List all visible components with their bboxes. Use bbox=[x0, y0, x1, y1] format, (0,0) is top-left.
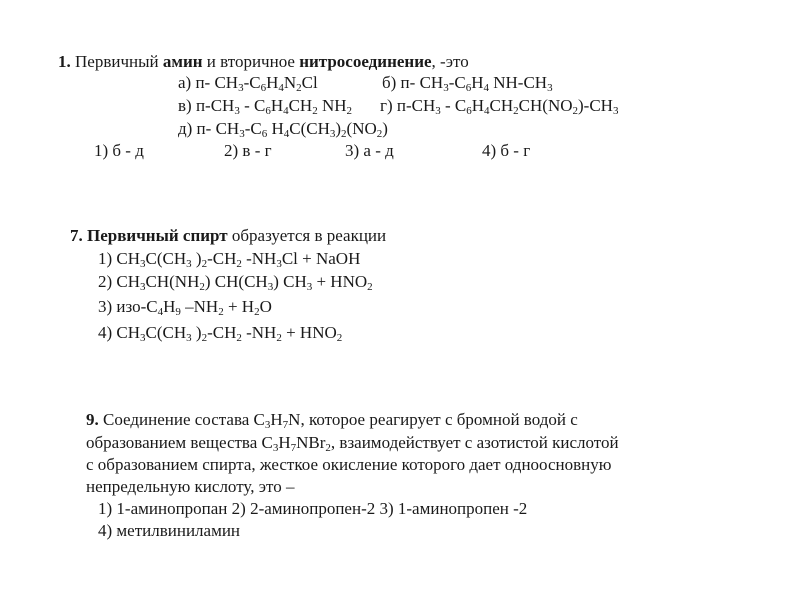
q1-option-b bbox=[382, 73, 553, 93]
q7-option-1: 1) $CH_3C(CH_3$ )$_2-CH_2$ $-NH_3Cl$ + NaOH bbox=[98, 249, 361, 270]
q9-line-2: образованием вещества $C_3H_7NBr_2$, взаимодействует с азотистой кислотой bbox=[86, 433, 619, 454]
q1-bold-nitro: нитросоединение bbox=[299, 52, 432, 71]
option-label: б) п- bbox=[382, 73, 416, 92]
formula: $CH_3-C_6H_4$ $NH-CH_3$ bbox=[419, 73, 553, 94]
q1-answer-1: 1) б - д bbox=[94, 141, 144, 160]
q7-bold: Первичный спирт bbox=[87, 226, 228, 245]
q1-bold-amine: амин bbox=[162, 52, 203, 71]
q1-answer-4: 4) б - г bbox=[482, 141, 531, 160]
q9-line-1: 9. Соединение состава $C_3H_7N$, которое реагирует с бромной водой с bbox=[86, 410, 578, 431]
q1-text: Первичный bbox=[75, 52, 159, 71]
q1-answer-2: 2) в - г bbox=[224, 141, 272, 160]
q1-answer-3: 3) а - д bbox=[345, 141, 394, 160]
q1-title bbox=[58, 52, 469, 72]
q1-number: 1. bbox=[58, 52, 71, 71]
q7-option-4: 4) $CH_3C(CH_3$ )$_2-CH_2$ $-NH_2 + HNO_2$ bbox=[98, 323, 343, 344]
q1-text: , -это bbox=[431, 52, 469, 71]
q7-title bbox=[70, 226, 386, 246]
q7-text: образуется в реакции bbox=[227, 226, 387, 245]
q9-option-4: 4) метилвиниламин bbox=[98, 521, 241, 540]
q7-number: 7. bbox=[70, 226, 83, 245]
q9-number: 9. bbox=[86, 410, 99, 429]
option-label: д) п- bbox=[178, 119, 212, 138]
q9-line-3: с образованием спирта, жесткое окисление которого дает одноосновную bbox=[86, 455, 612, 474]
q7-option-3: 3) изо-$C_4H_9$ $-NH_2 + H_2O$ bbox=[98, 297, 272, 318]
q1-option-v: в) $п-CH_3 - C_6H_4CH_2$ $NH_2$ bbox=[178, 96, 353, 117]
q1-option-a bbox=[178, 73, 318, 93]
option-label: г) п-CH bbox=[380, 96, 436, 115]
option-label: а) п- bbox=[178, 73, 211, 92]
q1-option-d bbox=[178, 119, 388, 139]
q9-line-4: непредельную кислоту, это – bbox=[86, 477, 295, 496]
formula: $CH_3-C_6H_4N_2Cl$ bbox=[214, 73, 318, 94]
q1-text: и вторичное bbox=[206, 52, 295, 71]
formula: $CH_3-C_6$ $H_4C(CH_3)_2(NO_2)$ bbox=[215, 119, 388, 140]
q1-option-g: г) $п-CH_3 - C_6H_4CH_2CH(NO_2)-CH_3$ bbox=[380, 96, 619, 117]
q7-option-2: 2) $CH_3CH(NH_2)$ $CH(CH_3) CH_3 + HNO_2$ bbox=[98, 272, 373, 293]
option-label: в) п-CH bbox=[178, 96, 235, 115]
q9-options-1-3: 1) 1-аминопропан 2) 2-аминопропен-2 3) 1-аминопропен -2 bbox=[98, 499, 528, 518]
